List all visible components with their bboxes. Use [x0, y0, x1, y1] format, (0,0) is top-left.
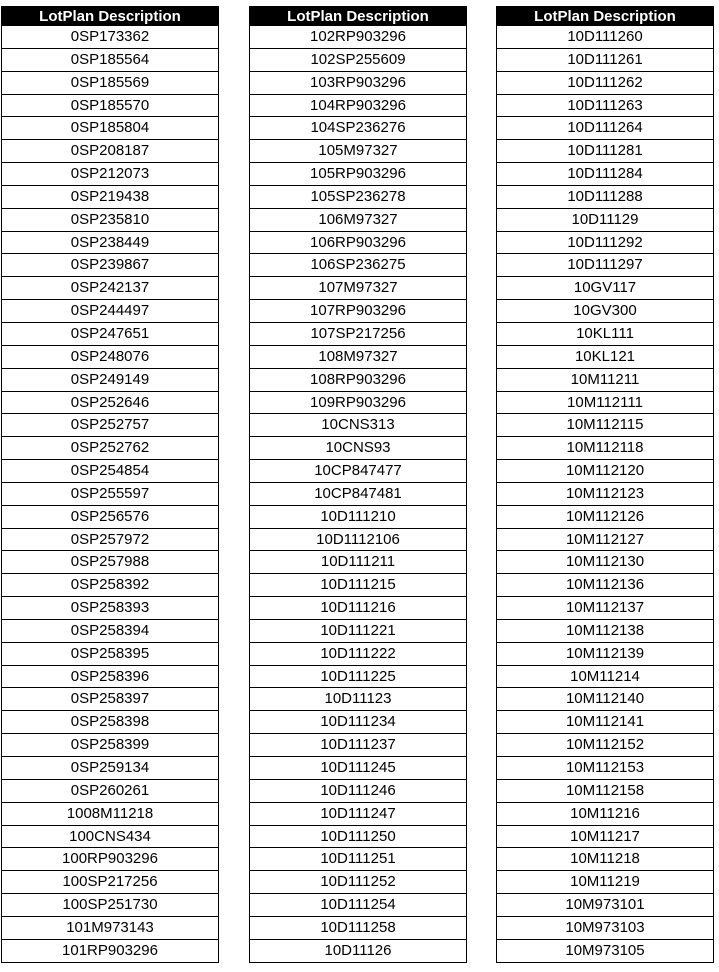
table-cell: 10M112140 — [497, 688, 713, 711]
table-cell: 10D111247 — [250, 803, 466, 826]
table-cell: 10M112126 — [497, 506, 713, 529]
table-cell: 10M112120 — [497, 460, 713, 483]
table-cell: 0SP258394 — [2, 620, 218, 643]
table-cell: 10M112130 — [497, 551, 713, 574]
table-cell: 0SP258392 — [2, 574, 218, 597]
lotplan-table-3 — [496, 6, 714, 963]
table-cell: 10M112137 — [497, 597, 713, 620]
table-cell: 0SP185570 — [2, 95, 218, 118]
table-cell: 0SP173362 — [2, 26, 218, 49]
table-cell: 107SP217256 — [250, 323, 466, 346]
table-cell: 105SP236278 — [250, 186, 466, 209]
table-cell: 10M112118 — [497, 437, 713, 460]
table-cell: 10D11126 — [250, 940, 466, 963]
table-cell: 102RP903296 — [250, 26, 466, 49]
table-header: LotPlan Description — [496, 6, 714, 26]
table-cell: 10M11218 — [497, 848, 713, 871]
table-body — [249, 26, 467, 963]
table-cell: 10D111221 — [250, 620, 466, 643]
table-cell: 10D111215 — [250, 574, 466, 597]
table-cell: 0SP249149 — [2, 369, 218, 392]
table-cell: 10D111260 — [497, 26, 713, 49]
table-cell: 10D111263 — [497, 95, 713, 118]
table-cell: 10M112115 — [497, 414, 713, 437]
table-cell: 106SP236275 — [250, 254, 466, 277]
table-cell: 10D111234 — [250, 711, 466, 734]
table-cell: 0SP257972 — [2, 529, 218, 552]
table-cell: 0SP185804 — [2, 117, 218, 140]
table-cell: 10M11217 — [497, 826, 713, 849]
table-cell: 10M112139 — [497, 643, 713, 666]
table-cell: 108RP903296 — [250, 369, 466, 392]
table-cell: 10CP847477 — [250, 460, 466, 483]
table-cell: 10D111288 — [497, 186, 713, 209]
table-cell: 10KL121 — [497, 346, 713, 369]
table-cell: 10D11129 — [497, 209, 713, 232]
table-cell: 10M112111 — [497, 392, 713, 415]
table-cell: 10CNS313 — [250, 414, 466, 437]
table-cell: 10KL111 — [497, 323, 713, 346]
table-cell: 0SP248076 — [2, 346, 218, 369]
table-cell: 10M11211 — [497, 369, 713, 392]
table-cell: 0SP238449 — [2, 232, 218, 255]
table-cell: 10M112127 — [497, 529, 713, 552]
table-cell: 102SP255609 — [250, 49, 466, 72]
table-cell: 10D111264 — [497, 117, 713, 140]
table-cell: 0SP258399 — [2, 734, 218, 757]
table-cell: 10D111211 — [250, 551, 466, 574]
table-cell: 10D11123 — [250, 688, 466, 711]
table-cell: 0SP254854 — [2, 460, 218, 483]
table-cell: 10D111292 — [497, 232, 713, 255]
table-cell: 10M112136 — [497, 574, 713, 597]
table-cell: 10D111261 — [497, 49, 713, 72]
table-cell: 10M112123 — [497, 483, 713, 506]
table-cell: 100SP217256 — [2, 871, 218, 894]
table-cell: 10M11219 — [497, 871, 713, 894]
table-cell: 10D111262 — [497, 72, 713, 95]
table-cell: 108M97327 — [250, 346, 466, 369]
table-cell: 106RP903296 — [250, 232, 466, 255]
table-cell: 10M973105 — [497, 940, 713, 963]
table-cell: 10D111254 — [250, 894, 466, 917]
table-cell: 10M11214 — [497, 666, 713, 689]
table-cell: 10CNS93 — [250, 437, 466, 460]
table-cell: 10D1112106 — [250, 529, 466, 552]
table-cell: 10GV300 — [497, 300, 713, 323]
table-cell: 105RP903296 — [250, 163, 466, 186]
table-cell: 107RP903296 — [250, 300, 466, 323]
table-cell: 10CP847481 — [250, 483, 466, 506]
table-body — [1, 26, 219, 963]
table-cell: 0SP208187 — [2, 140, 218, 163]
table-cell: 0SP212073 — [2, 163, 218, 186]
table-cell: 10D111258 — [250, 917, 466, 940]
table-body — [496, 26, 714, 963]
table-cell: 10D111251 — [250, 848, 466, 871]
table-cell: 101M973143 — [2, 917, 218, 940]
table-cell: 0SP258398 — [2, 711, 218, 734]
table-cell: 10D111210 — [250, 506, 466, 529]
table-cell: 10D111245 — [250, 757, 466, 780]
table-cell: 1008M11218 — [2, 803, 218, 826]
table-cell: 0SP242137 — [2, 277, 218, 300]
table-cell: 104RP903296 — [250, 95, 466, 118]
table-cell: 10D111225 — [250, 666, 466, 689]
table-cell: 10M11216 — [497, 803, 713, 826]
table-cell: 105M97327 — [250, 140, 466, 163]
table-cell: 10D111222 — [250, 643, 466, 666]
table-cell: 0SP255597 — [2, 483, 218, 506]
table-cell: 10D111216 — [250, 597, 466, 620]
table-cell: 10D111297 — [497, 254, 713, 277]
table-cell: 0SP252646 — [2, 392, 218, 415]
table-cell: 10GV117 — [497, 277, 713, 300]
table-cell: 0SP247651 — [2, 323, 218, 346]
table-cell: 0SP219438 — [2, 186, 218, 209]
lotplan-table-2 — [249, 6, 467, 963]
table-cell: 0SP235810 — [2, 209, 218, 232]
table-cell: 10D111246 — [250, 780, 466, 803]
table-cell: 0SP252757 — [2, 414, 218, 437]
table-cell: 10D111250 — [250, 826, 466, 849]
table-cell: 10M973101 — [497, 894, 713, 917]
table-cell: 0SP256576 — [2, 506, 218, 529]
table-header: LotPlan Description — [249, 6, 467, 26]
table-cell: 0SP259134 — [2, 757, 218, 780]
table-cell: 100SP251730 — [2, 894, 218, 917]
table-cell: 0SP257988 — [2, 551, 218, 574]
table-cell: 10D111252 — [250, 871, 466, 894]
table-cell: 100CNS434 — [2, 826, 218, 849]
table-cell: 106M97327 — [250, 209, 466, 232]
table-cell: 0SP258393 — [2, 597, 218, 620]
table-cell: 100RP903296 — [2, 848, 218, 871]
table-cell: 0SP258395 — [2, 643, 218, 666]
table-cell: 10D111281 — [497, 140, 713, 163]
table-cell: 109RP903296 — [250, 392, 466, 415]
table-cell: 10M112141 — [497, 711, 713, 734]
lotplan-table-1 — [1, 6, 219, 963]
table-cell: 10M112158 — [497, 780, 713, 803]
table-cell: 0SP185564 — [2, 49, 218, 72]
table-cell: 0SP252762 — [2, 437, 218, 460]
table-cell: 103RP903296 — [250, 72, 466, 95]
table-cell: 10M112152 — [497, 734, 713, 757]
table-cell: 0SP258396 — [2, 666, 218, 689]
table-cell: 101RP903296 — [2, 940, 218, 963]
table-cell: 10M112153 — [497, 757, 713, 780]
table-cell: 10D111284 — [497, 163, 713, 186]
table-cell: 10M112138 — [497, 620, 713, 643]
table-cell: 107M97327 — [250, 277, 466, 300]
table-cell: 10D111237 — [250, 734, 466, 757]
table-cell: 0SP239867 — [2, 254, 218, 277]
table-header: LotPlan Description — [1, 6, 219, 26]
table-cell: 0SP260261 — [2, 780, 218, 803]
table-cell: 0SP258397 — [2, 688, 218, 711]
table-cell: 0SP244497 — [2, 300, 218, 323]
table-cell: 104SP236276 — [250, 117, 466, 140]
table-cell: 0SP185569 — [2, 72, 218, 95]
table-cell: 10M973103 — [497, 917, 713, 940]
